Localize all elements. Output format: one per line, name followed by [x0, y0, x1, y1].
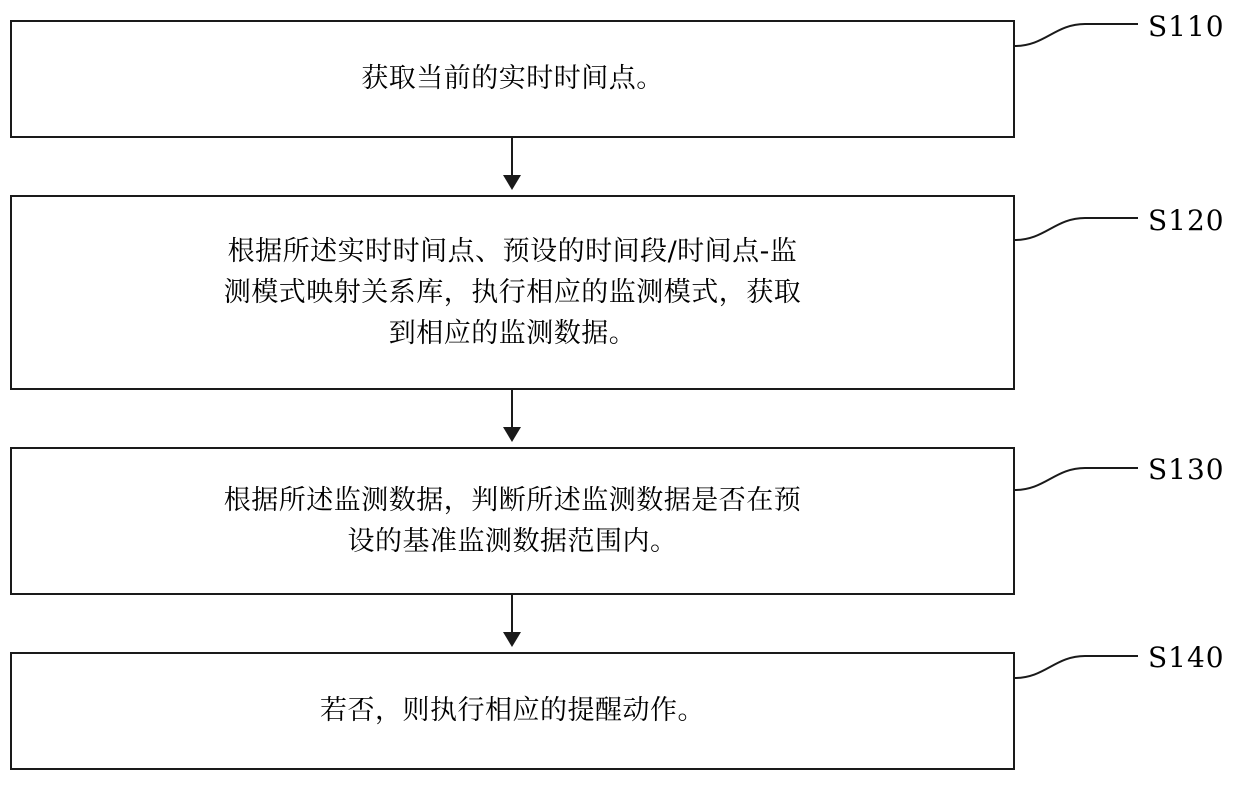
connector-s120-s130-arrowhead: [503, 427, 521, 442]
flow-step-s140-label: S140: [1148, 641, 1225, 674]
flow-step-s110: [10, 20, 1015, 138]
connector-s130-s140: [511, 595, 513, 635]
flow-step-s130-label: S130: [1148, 453, 1225, 486]
leader-line-s140: [1010, 650, 1140, 680]
flow-step-s110-label: S110: [1148, 10, 1225, 43]
flow-step-s120-label: S120: [1148, 204, 1225, 237]
flow-step-s120-text: 根据所述实时时间点、预设的时间段/时间点-监 测模式映射关系库，执行相应的监测模式，获取 到相应的监测数据。: [223, 235, 802, 350]
flow-step-s140-text: 若否，则执行相应的提醒动作。: [320, 695, 705, 727]
connector-s130-s140-arrowhead: [503, 632, 521, 647]
flow-step-s130-text: 根据所述监测数据，判断所述监测数据是否在预 设的基准监测数据范围内。: [223, 484, 802, 557]
leader-line-s130: [1010, 462, 1140, 492]
connector-s120-s130: [511, 390, 513, 430]
leader-line-s110: [1010, 18, 1140, 48]
flow-step-s110-text: 获取当前的实时时间点。: [361, 63, 664, 95]
leader-line-s120: [1010, 212, 1140, 242]
flow-step-s140: [10, 652, 1015, 770]
connector-s110-s120: [511, 138, 513, 178]
connector-s110-s120-arrowhead: [503, 175, 521, 190]
flow-step-s130: [10, 447, 1015, 595]
flow-step-s120: [10, 195, 1015, 390]
